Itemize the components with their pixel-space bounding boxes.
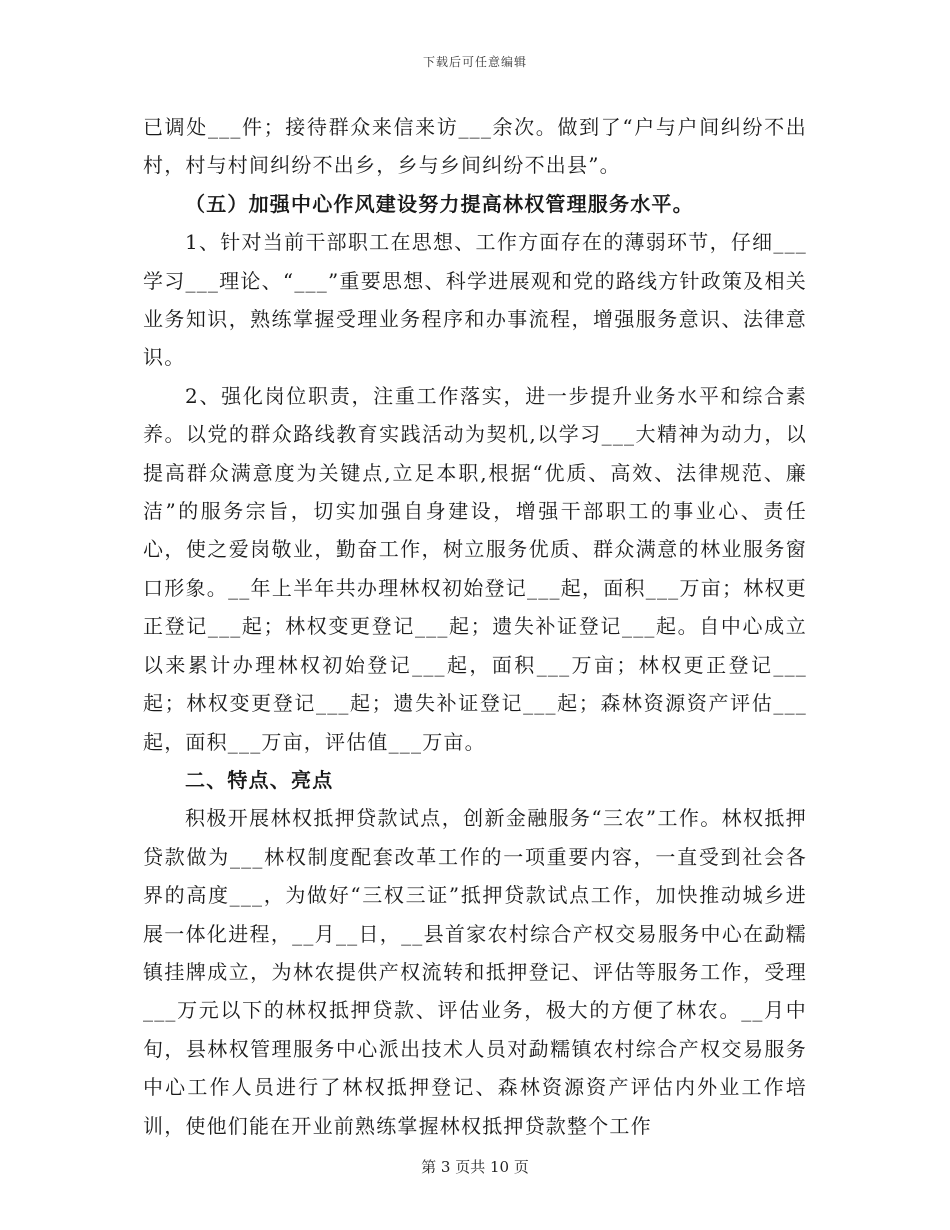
section-heading-five: （五）加强中心作风建设努力提高林权管理服务水平。 xyxy=(185,191,694,216)
page-header: 下载后可任意编辑 xyxy=(422,55,527,69)
document-body xyxy=(143,108,807,1145)
paragraph-continuation: 已调处___件；接待群众来信来访___余次。做到了“户与户间纠纷不出村，村与村间纠纷不出乡，乡与乡间纠纷不出县”。 xyxy=(143,115,807,178)
section-heading-two: 二、特点、亮点 xyxy=(185,767,334,792)
paragraph-features: 积极开展林权抵押贷款试点，创新金融服务“三农”工作。林权抵押贷款做为___林权制度配套改革工作的一项重要内容，一直受到社会各界的高度___，为做好“三权三证”抵押贷款试点工作，加快推动城乡进展一体化进程，__月__日，__县首家农村综合产权交易服务中心在勐糯镇挂牌成立，为林农提供产权流转和抵押登记、评估等服务工作，受理___万元以下的林权抵押贷款、评估业务，极大的方便了林农。__月中旬，县林权管理服务中心派出技术人员对勐糯镇农村综合产权交易服务中心工作人员进行了林权抵押登记、森林资源资产评估内外业工作培训，使他们能在开业前熟练掌握林权抵押贷款整个工作 xyxy=(143,806,807,1138)
paragraph-item-2: 2、强化岗位职责，注重工作落实，进一步提升业务水平和综合素养。以党的群众路线教育实践活动为契机,以学习___大精神为动力，以提高群众满意度为关键点,立足本职,根据“优质、高效、法律规范、廉洁”的服务宗旨，切实加强自身建设，增强干部职工的事业心、责任心，使之爱岗敬业，勤奋工作，树立服务优质、群众满意的林业服务窗口形象。__年上半年共办理林权初始登记___起，面积___万亩；林权更正登记___起；林权变更登记___起；遗失补证登记___起。自中心成立以来累计办理林权初始登记___起，面积___万亩；林权更正登记___起；林权变更登记___起；遗失补证登记___起；森林资源资产评估___起，面积___万亩，评估值___万亩。 xyxy=(143,383,807,754)
page-footer: 第 3 页共 10 页 xyxy=(421,1158,529,1176)
paragraph-item-1: 1、针对当前干部职工在思想、工作方面存在的薄弱环节，仔细___学习___理论、“___”重要思想、科学进展观和党的路线方针政策及相关业务知识，熟练掌握受理业务程序和办事流程，增强服务意识、法律意识。 xyxy=(143,230,807,370)
